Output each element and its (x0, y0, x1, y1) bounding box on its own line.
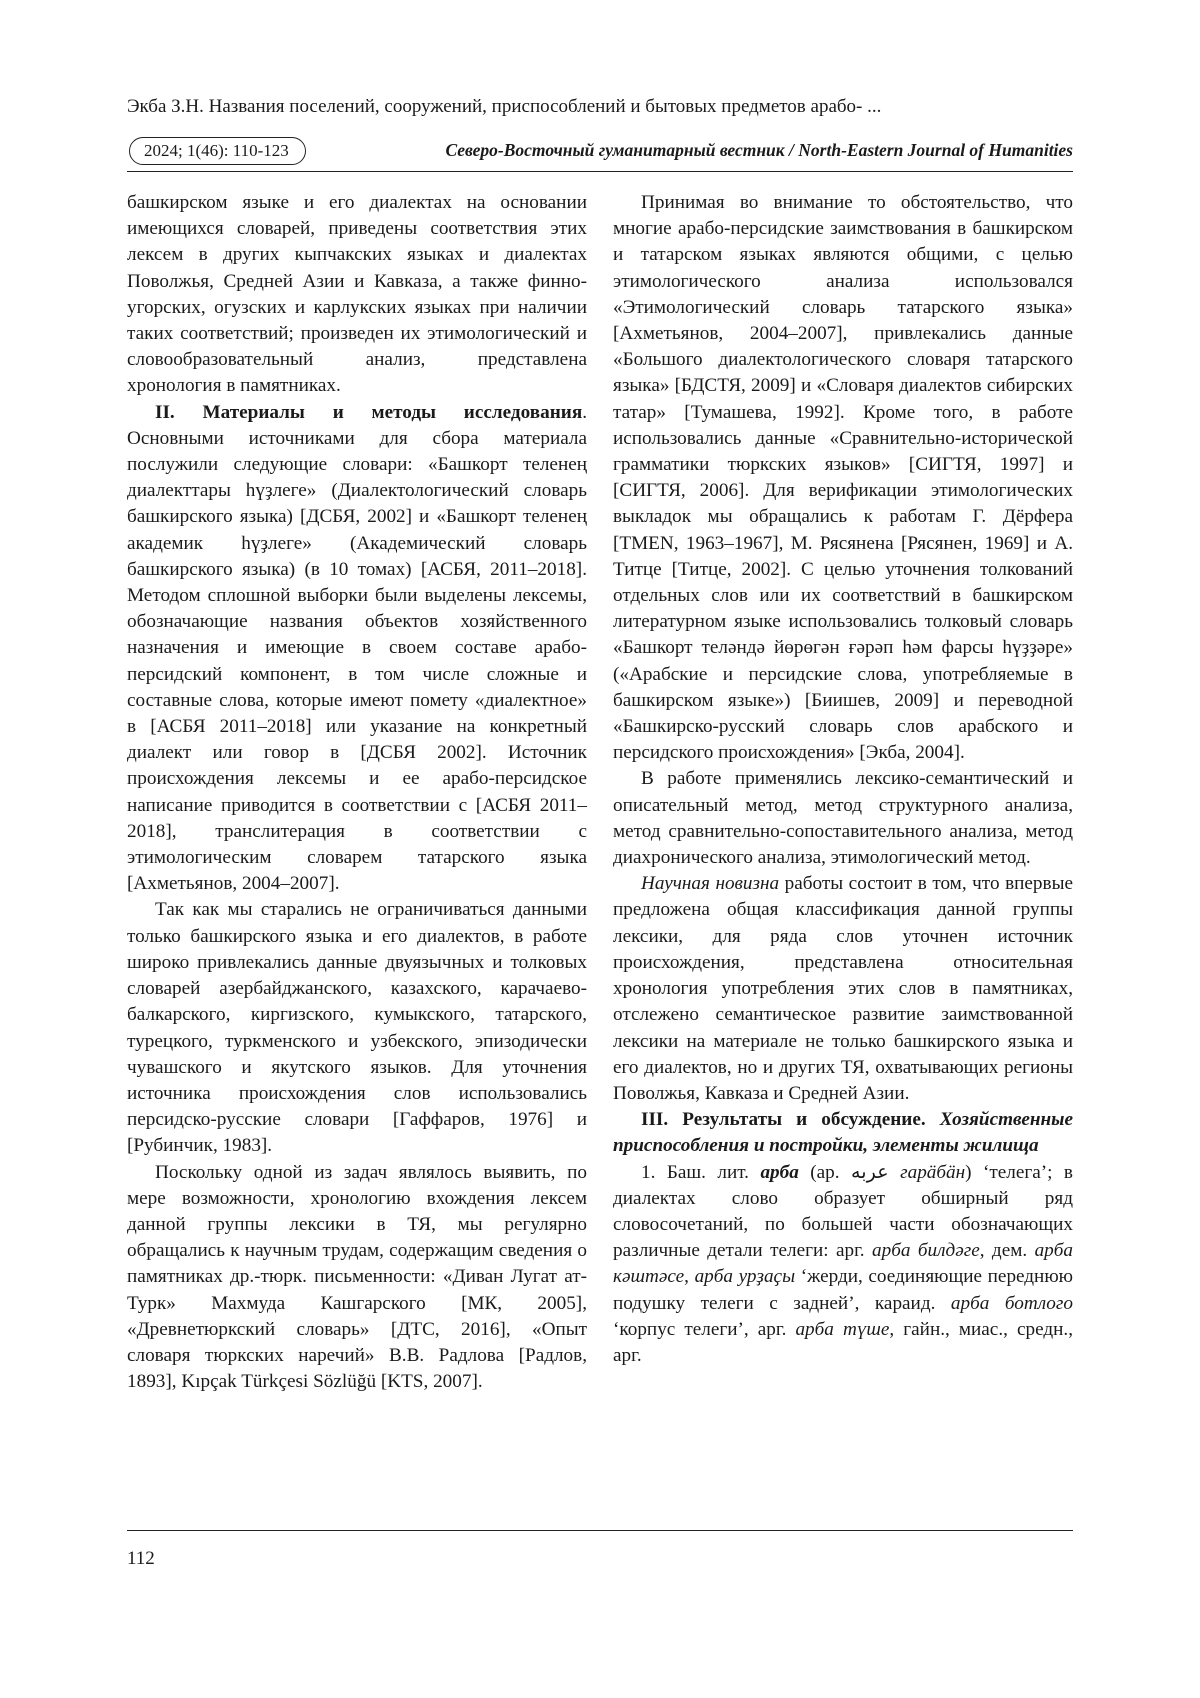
entry-number: 1. Баш. лит. (641, 1161, 761, 1183)
journal-header (127, 137, 1073, 165)
footer-rule (127, 1530, 1073, 1531)
section-heading-results: III. Результаты и обсуждение. (641, 1109, 926, 1131)
example-word: арба билдәге (872, 1240, 980, 1262)
headword-arba: арба (760, 1161, 799, 1183)
materials-text: Основными источниками для сбора материала послужили следующие словари: «Башкорт теленең диалекттары һүҙлеге» (Диалектологический словарь башкирского языка) [ДСБЯ, 2002] и «Башкорт теленең академик һүҙлеге» (Академический словарь башкирского языка) (в 10 томах) [АСБЯ, 2011–2018]. Методом сплошной выборки были выделены лексемы, обозначающие названия объектов хозяйственного назначения и имеющие в своем составе арабо-персидский компонент, в том числе сложные и составные слова, которые имеют помету «диалектное» в [АСБЯ 2011–2018] или указание на конкретный диалект или говор в [ДСБЯ 2002]. Источник происхождения лексемы и ее арабо-персидское написание приводится в соответствии с [АСБЯ 2011–2018], транслитерация в соответствии с этимологическим словарем татарского языка [Ахметьянов, 2004–2007]. (127, 427, 587, 895)
journal-title: Северо-Восточный гуманитарный вестник / North-Eastern Journal of Humanities (445, 140, 1073, 160)
paragraph-arba (613, 1160, 1073, 1370)
novelty-label: Научная новизна (641, 873, 780, 895)
entry-text: ) ‘телега’; в диалектах слово образует обширный ряд словосочетаний, по большей части обозначающих различные детали телеги: арг. (613, 1161, 1073, 1262)
paragraph-dictionaries: Так как мы старались не ограничиваться данными только башкирского языка и его диалектов, в работе широко привлекались данные двуязычных и толковых словарей азербайджанского, казахского, карачаево-балкарского, киргизского, кумыкского, татарского, турецкого, туркменского и узбекского, эпизодически чувашского и якутского языков. Для уточнения источника происхождения слов использовались персидско-русские словари [Гаффаров, 1976] и [Рубинчик, 1983]. (127, 899, 587, 1157)
paragraph-chronology: Поскольку одной из задач являлось выявить, по мере возможности, хронологию вхождения лексем данной группы лексики в ТЯ, мы регулярно обращались к научным трудам, содержащим сведения о памятниках др.-тюрк. письменности: «Диван Лугат ат-Турк» Махмуда Кашгарского [МК, 2005], «Древнетюркский словарь» [ДТС, 2016], «Опыт словаря тюркских наречий» В.В. Радлова [Радлов, 1893], Kıpçak Türkçesi Sözlüğü [KTS, 2007]. (127, 1161, 587, 1393)
subsection-heading: Хозяйственные приспособления и постройки, элементы жилища (613, 1109, 1073, 1157)
running-title: Экба З.Н. Названия поселений, сооружений, приспособлений и бытовых предметов арабо- ... (127, 96, 882, 117)
entry-text (889, 1162, 900, 1183)
right-column (613, 190, 1073, 1369)
page-number: 112 (127, 1548, 155, 1569)
transliteration: гарӓбӓн (900, 1161, 966, 1183)
entry-text: (ар. (798, 1161, 851, 1183)
entry-text: ‘корпус телеги’, арг. (613, 1318, 796, 1340)
example-word: арба кәштәсе (613, 1240, 1074, 1288)
example-word: арба ботлого (950, 1292, 1073, 1314)
entry-text: , (684, 1266, 695, 1288)
paragraph-etymology: Принимая во внимание то обстоятельство, что многие арабо-персидские заимствования в башкирском и татарском языках являются общими, с целью этимологического анализа использовался «Этимологический словарь татарского языка» [Ахметьянов, 2004–2007], привлекались данные «Большого диалектологического словаря татарского языка» [БДСТЯ, 2009] и «Словаря диалектов сибирских татар» [Тумашева, 1992]. Кроме того, в работе использовались данные «Сравнительно-исторической грамматики тюркских языков» [СИГТЯ, 1997] и [СИГТЯ, 2006]. Для верификации этимологических выкладок мы обращались к работам Г. Дёрфера [TMEN, 1963–1967], М. Рясянена [Рясянен, 1969] и А. Титце [Титце, 2002]. С целью уточнения толкований отдельных слов или их соответствий в башкирском литературном языке использовались толковый словарь «Башкорт теләндә йөрөгән ғәрәп һәм фарсы һүҙҙәре» («Арабские и персидские слова, употребляемые в башкирском языке») [Биишев, 2009] и переводной «Башкирско-русский словарь слов арабского и персидского происхождения» [Экба, 2004]. (613, 192, 1073, 764)
entry-text: , гайн., миас., средн., арг. (613, 1318, 1073, 1366)
paragraph-materials (127, 400, 587, 898)
example-word: арба урҙаҫы (694, 1266, 796, 1288)
issue-badge: 2024; 1(46): 110-123 (129, 137, 306, 165)
paragraph-novelty (613, 871, 1073, 1107)
section-heading-materials: II. Материалы и методы исследования (155, 401, 583, 423)
entry-text: , дем. (979, 1240, 1035, 1262)
entry-text: ‘жерди, соединяющие переднюю подушку телеги с задней’, караид. (613, 1266, 1073, 1314)
novelty-text: работы состоит в том, что впервые предложена общая классификация данной группы лексики, для ряда слов уточнен источник происхождения, представлена относительная хронология употребления этих слов в памятниках, отслежено семантическое развитие заимствованной лексики на материале не только башкирского языка и его диалектов, но и других ТЯ, охватывающих регионы Поволжья, Кавказа и Средней Азии. (613, 873, 1073, 1104)
example-word: арба түше (795, 1318, 890, 1340)
paragraph-continuation: башкирском языке и его диалектах на основании имеющихся словарей, приведены соответствия этих лексем в других кыпчакских языках и диалектах Поволжья, Средней Азии и Кавказа, а также финно-угорских, огузских и карлукских языках при наличии таких соответствий; произведен их этимологический и словообразовательный анализ, представлена хронология в памятниках. (127, 192, 587, 397)
header-rule (127, 171, 1073, 172)
left-column (127, 190, 587, 1395)
arabic-script: عربه (851, 1161, 889, 1183)
paragraph-results-heading (613, 1107, 1073, 1159)
heading-dot: . (582, 401, 587, 423)
paragraph-methods: В работе применялись лексико-семантический и описательный метод, метод структурного анализа, метод сравнительно-сопоставительного анализа, метод диахронического анализа, этимологический метод. (613, 768, 1073, 869)
